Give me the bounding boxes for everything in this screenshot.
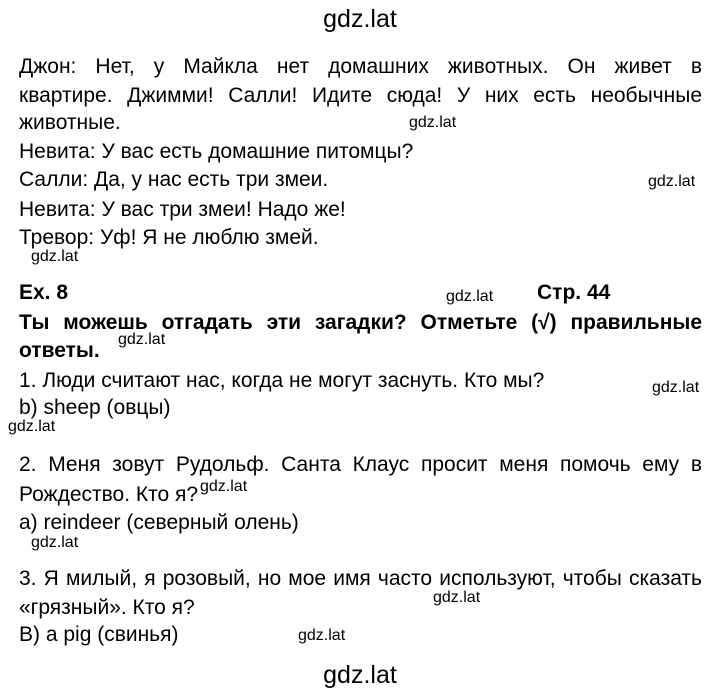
exercise-label: Ex. 8 <box>19 281 69 304</box>
exercise-instruction-1: Ты можешь отгадать эти загадки? Отметьте (√) правильные <box>19 311 702 334</box>
watermark: gdz.lat <box>298 627 346 644</box>
riddle-3-answer: B) a pig (свинья) <box>19 623 179 646</box>
dialogue-line-nevita-1: Невита: У вас есть домашние питомцы? <box>19 140 414 163</box>
riddle-2-answer: a) reindeer (северный олень) <box>19 511 299 534</box>
watermark: gdz.lat <box>409 114 457 131</box>
dialogue-line-john-1: Джон: Нет, у Майкла нет домашних животных. Он живет в <box>19 55 702 78</box>
header-watermark: gdz.lat <box>323 5 397 33</box>
riddle-3-question-line-1: 3. Я милый, я розовый, но мое имя часто используют, чтобы сказать <box>19 567 702 590</box>
riddle-2-question-line-2: Рождество. Кто я? <box>19 483 199 506</box>
exercise-instruction-2: ответы. <box>19 339 100 362</box>
dialogue-line-trevor: Тревор: Уф! Я не люблю змей. <box>19 226 319 249</box>
dialogue-line-nevita-2: Невита: У вас три змеи! Надо же! <box>19 198 346 221</box>
riddle-1-question: 1. Люди считают нас, когда не могут заснуть. Кто мы? <box>19 369 545 392</box>
footer-watermark: gdz.lat <box>323 661 397 689</box>
page-number: Стр. 44 <box>537 281 611 304</box>
watermark: gdz.lat <box>446 288 494 305</box>
riddle-2-question-line-1: 2. Меня зовут Рудольф. Санта Клаус просит меня помочь ему в <box>19 453 702 476</box>
watermark: gdz.lat <box>648 173 696 190</box>
watermark: gdz.lat <box>652 379 700 396</box>
watermark: gdz.lat <box>118 331 166 348</box>
dialogue-line-john-2: квартире. Джимми! Салли! Идите сюда! У них есть необычные <box>19 84 702 107</box>
riddle-1-answer: b) sheep (овцы) <box>19 396 171 419</box>
riddle-3-question-line-2: «грязный». Кто я? <box>19 596 195 619</box>
dialogue-line-sally: Салли: Да, у нас есть три змеи. <box>19 168 329 191</box>
watermark: gdz.lat <box>433 589 481 606</box>
watermark: gdz.lat <box>200 478 248 495</box>
watermark: gdz.lat <box>8 418 56 435</box>
dialogue-line-john-3: животные. <box>19 111 121 134</box>
watermark: gdz.lat <box>31 534 79 551</box>
watermark: gdz.lat <box>31 248 79 265</box>
